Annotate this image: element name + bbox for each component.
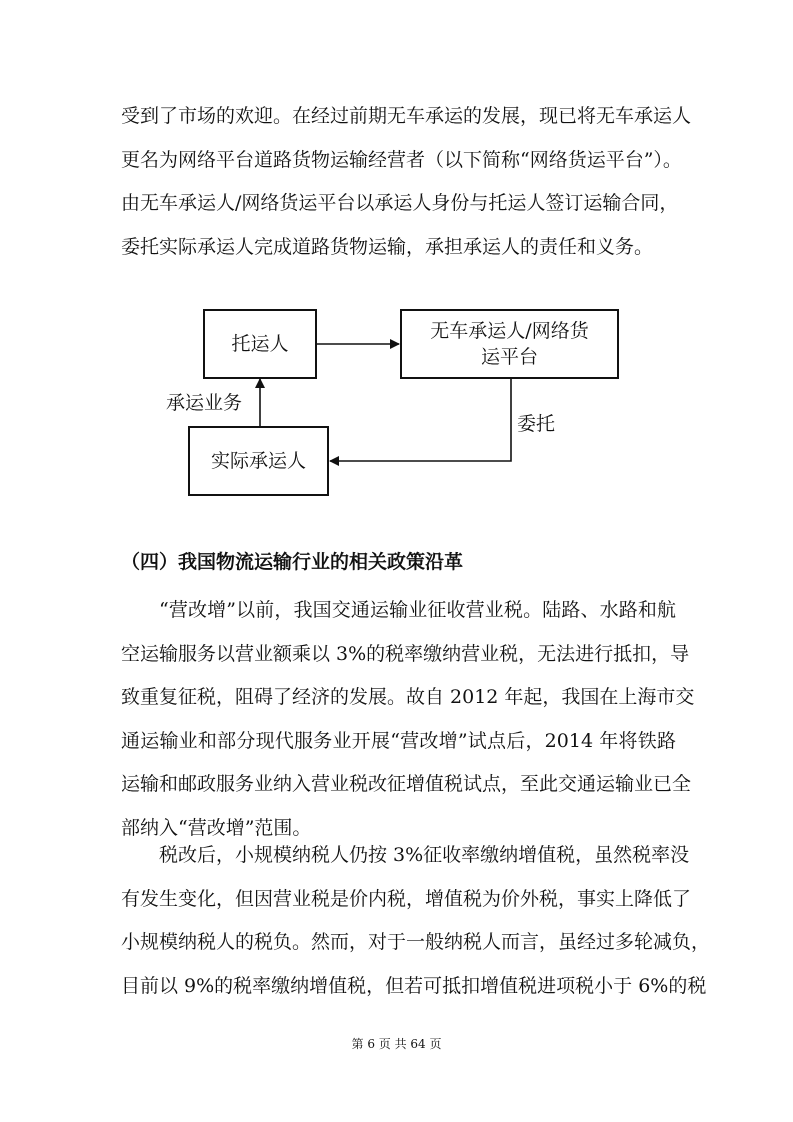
shipper-label: 托运人	[231, 333, 289, 355]
para2-line: 有发生变化，但因营业税是价内税，增值税为价外税，事实上降低了	[121, 887, 692, 910]
para1-line: 空运输服务以营业额乘以 3%的税率缴纳营业税，无法进行抵扣，导	[121, 642, 690, 665]
para2-line: 小规模纳税人的税负。然而，对于一般纳税人而言，虽经过多轮减负，	[121, 931, 711, 953]
platform-label-line2: 运平台	[480, 346, 538, 368]
policy-paragraph-1	[121, 589, 695, 850]
intro-line: 委托实际承运人完成道路货物运输，承担承运人的责任和义务。	[121, 235, 654, 258]
para1-line: 致重复征税，阻碍了经济的发展。故自 2012 年起，我国在上海市交	[121, 686, 695, 708]
carrier-box	[188, 426, 329, 496]
para2-line: 目前以 9%的税率缴纳增值税，但若可抵扣增值税进项税小于 6%的税	[121, 974, 707, 997]
intro-line: 受到了市场的欢迎。在经过前期无车承运的发展，现已将无车承运人	[121, 105, 692, 127]
para1-line: 通运输业和部分现代服务业开展“营改增”试点后，2014 年将铁路	[121, 729, 676, 752]
para1-line: “营改增”以前，我国交通运输业征收营业税。陆路、水路和航	[159, 599, 676, 621]
intro-line: 由无车承运人/网络货运平台以承运人身份与托运人签订运输合同，	[121, 192, 679, 214]
arrow-platform-to-carrier	[330, 378, 511, 461]
para1-line: 运输和邮政服务业纳入营业税改征增值税试点，至此交通运输业已全	[121, 773, 692, 795]
page-footer: 第 6 页 共 64 页	[351, 1037, 442, 1051]
para2-line: 税改后，小规模纳税人仍按 3%征收率缴纳增值税，虽然税率没	[159, 844, 690, 866]
shipper-box	[203, 309, 317, 379]
business-label: 承运业务	[166, 392, 243, 414]
section-heading: （四）我国物流运输行业的相关政策沿革	[121, 551, 464, 573]
policy-paragraph-2	[121, 834, 711, 1008]
platform-box	[400, 309, 619, 379]
intro-line: 更名为网络平台道路货物运输经营者（以下简称“网络货运平台”）。	[121, 148, 682, 171]
platform-label-line1: 无车承运人/网络货	[430, 320, 589, 342]
para1-line: 部纳入“营改增”范围。	[121, 816, 312, 839]
carrier-label: 实际承运人	[210, 450, 306, 472]
entrust-label: 委托	[517, 413, 556, 435]
